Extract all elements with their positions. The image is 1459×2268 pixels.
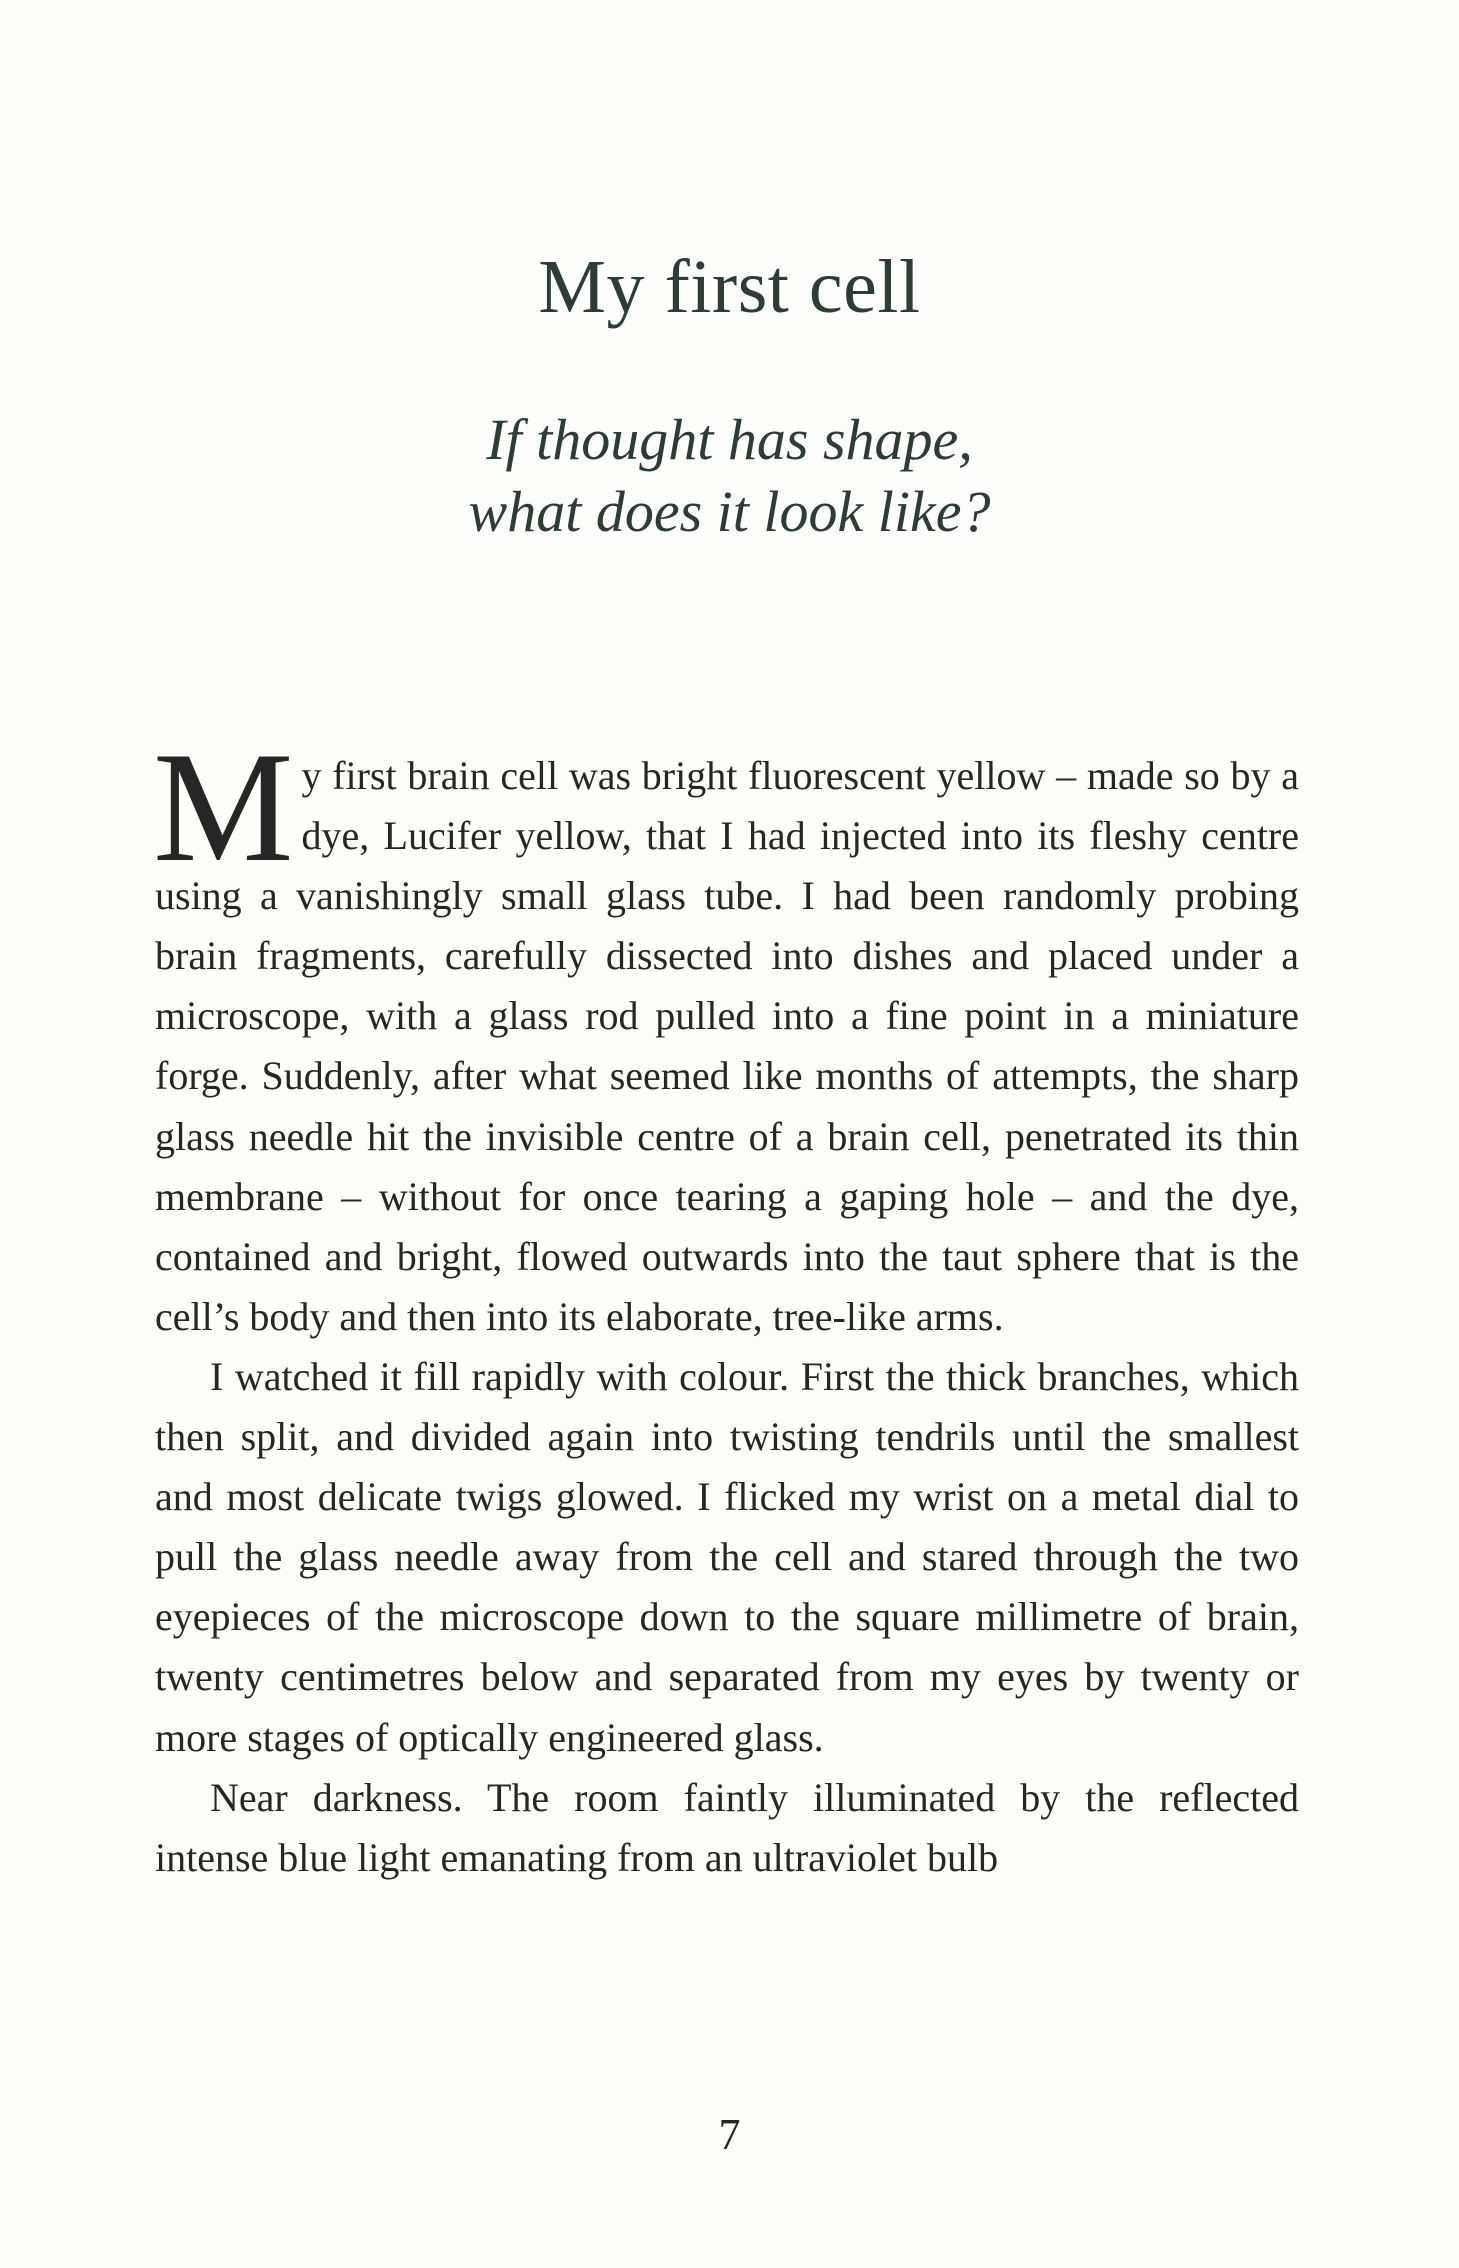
chapter-title: My first cell xyxy=(538,245,921,329)
paragraph-1-text: y first brain cell was bright fluorescent yellow – made so by a dye, Lucifer yellow, that I had injected into its fleshy centre using a vanishingly small glass tube. I had been randomly probing brain fragments, carefully dissected into dishes and placed under a microscope, with a glass rod pulled into a fine point in a miniature forge. Suddenly, after what seemed like months of attempts, the sharp glass needle hit the invisible centre of a brain cell, penetrated its thin membrane – without for once tearing a gaping hole – and the dye, contained and bright, flowed outwards into the taut sphere that is the cell’s body and then into its elaborate, tree-like arms. xyxy=(155,753,1299,1339)
drop-cap: M xyxy=(153,720,294,895)
page-number: 7 xyxy=(718,2110,741,2159)
paragraph-3: Near darkness. The room faintly illuminated by the reflected intense blue light emanating from an ultraviolet bulb xyxy=(155,1774,1299,1880)
body-text xyxy=(153,720,1299,1888)
epigraph xyxy=(0,404,1459,548)
paragraph-2: I watched it fill rapidly with colour. First the thick branches, which then split, and divided again into twisting tendrils until the smallest and most delicate twigs glowed. I flicked my wrist on a metal dial to pull the glass needle away from the cell and stared through the two eyepieces of the microscope down to the square millimetre of brain, twenty centimetres below and separated from my eyes by twenty or more stages of optically engineered glass. xyxy=(155,1353,1299,1760)
epigraph-line-1: If thought has shape, xyxy=(486,407,973,472)
paragraph-1 xyxy=(153,720,1299,1347)
epigraph-line-2: what does it look like? xyxy=(468,479,991,544)
